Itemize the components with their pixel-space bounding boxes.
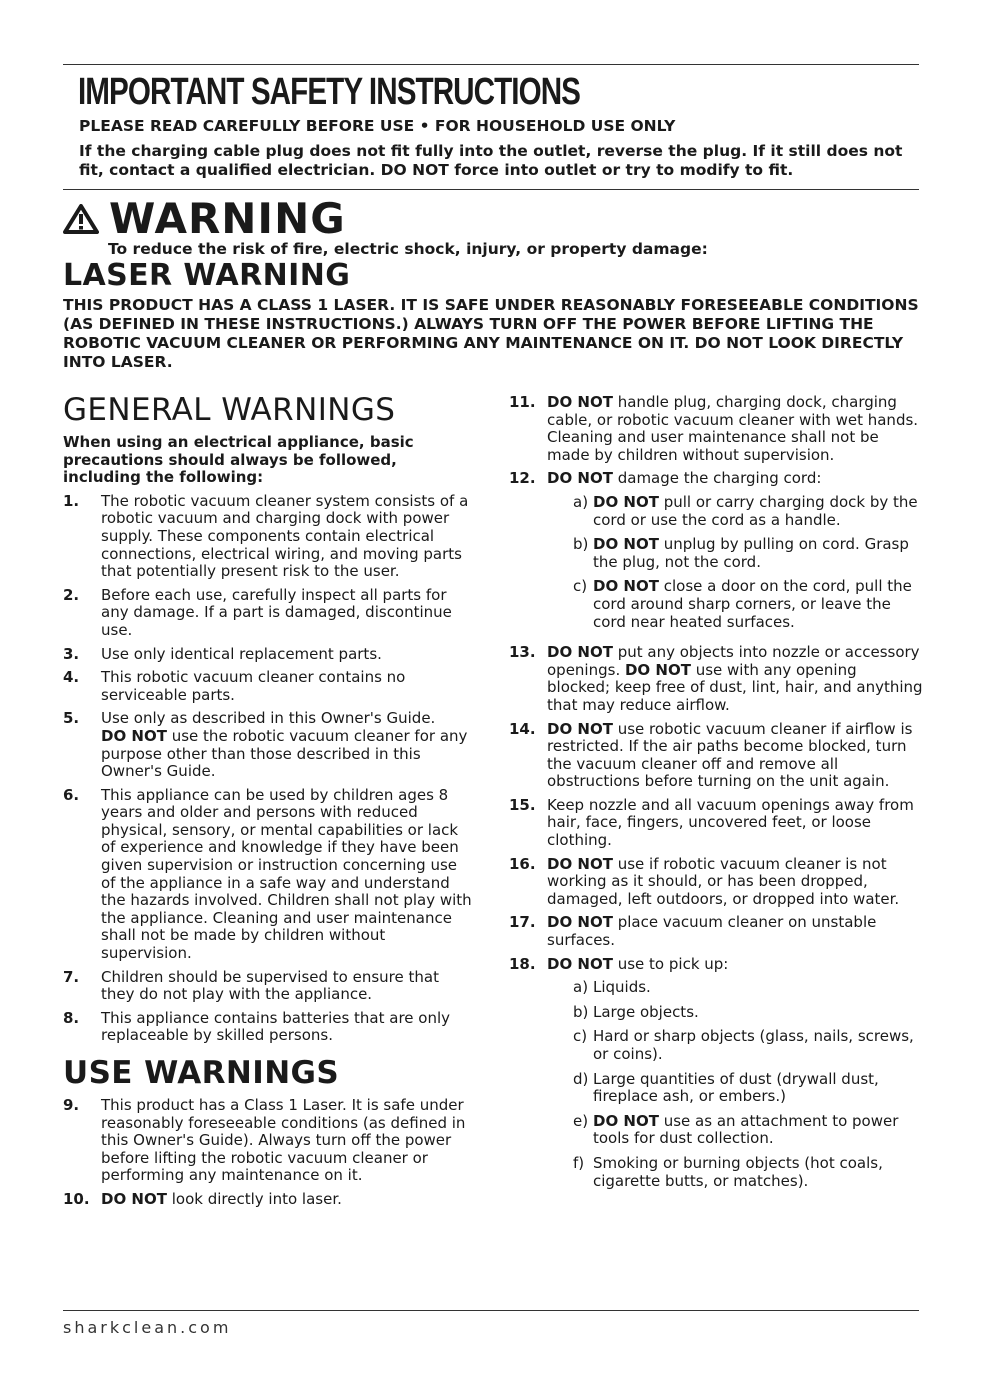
sub-text: [593, 1113, 924, 1148]
list-item: [509, 956, 924, 1198]
list-item: [63, 710, 473, 780]
item-text: [547, 470, 924, 638]
list-item: [509, 721, 924, 791]
sub-letter: f): [573, 1153, 585, 1172]
item-text: [547, 721, 924, 791]
do-not-label: DO NOT: [593, 1111, 659, 1130]
top-rule: [63, 64, 919, 65]
item-text: [547, 956, 924, 1198]
list-item: [63, 587, 473, 640]
item-number: 6.: [63, 785, 80, 804]
sub-letter: b): [573, 535, 589, 554]
item-number: 16.: [509, 854, 536, 873]
do-not-label: DO NOT: [547, 913, 613, 932]
item-number: 5.: [63, 709, 80, 728]
sub-item: [573, 1113, 924, 1148]
item-text: Children should be supervised to ensure that they do not play with the appliance.: [101, 967, 439, 1004]
do-not-label: DO NOT: [593, 577, 659, 596]
sub-letter: d): [573, 1069, 589, 1088]
list-item: [509, 856, 924, 909]
item-text: [101, 710, 473, 780]
laser-warning-text: THIS PRODUCT HAS A CLASS 1 LASER. IT IS SAFE UNDER REASONABLY FORESEEABLE CONDITIONS (AS DEFINED IN THESE INSTRUCTIONS.) ALWAYS TURN OFF THE POWER BEFORE LIFTING THE ROBOTIC VACUUM CLEANER OR PERFORMING ANY MAINTENANCE ON IT. DO NOT LOOK DIRECTLY INTO LASER.: [63, 296, 919, 371]
use-warnings-title: USE WARNINGS: [63, 1055, 340, 1091]
sub-item: [573, 1028, 924, 1063]
list-item: [63, 669, 473, 704]
list-item: [63, 1097, 473, 1185]
sub-text: [593, 494, 924, 529]
item-number: 11.: [509, 393, 536, 411]
household-use-subtitle: PLEASE READ CAREFULLY BEFORE USE • FOR HOUSEHOLD USE ONLY: [79, 117, 676, 135]
item-text: This appliance can be used by children ages 8 years and older and persons with reduced physical, sensory, or mental capabilities or lack of experience and knowledge if they have been given supervision or instruction concerning use of the appliance in a safe way and understand the hazards involved. Children shall not play with the appliance. Cleaning and user maintenance shall not be made by children without supervision.: [101, 785, 472, 963]
list-item: [509, 470, 924, 638]
do-not-label: DO NOT: [547, 854, 613, 873]
list-item: [509, 797, 924, 850]
sub-letter: c): [573, 1027, 588, 1046]
general-warnings-intro: When using an electrical appliance, basic precautions should always be followed, including the following:: [63, 433, 414, 487]
do-not-label: DO NOT: [547, 393, 613, 411]
do-not-label: DO NOT: [593, 492, 659, 511]
sub-item: [573, 536, 924, 571]
item-number: 7.: [63, 967, 80, 986]
item-number: 15.: [509, 795, 536, 814]
item-number: 1.: [63, 491, 80, 510]
general-warnings-title: GENERAL WARNINGS: [63, 392, 396, 428]
sub-item: [573, 494, 924, 529]
list-item: [63, 646, 473, 664]
sub-letter: b): [573, 1002, 589, 1021]
item-text-part: use with any opening blocked; keep free of dust, lint, hair, and anything that may reduce airflow.: [547, 660, 923, 714]
item-text: Before each use, carefully inspect all parts for any damage. If a part is damaged, discontinue use.: [101, 585, 452, 639]
item-text-part: damage the charging cord:: [612, 469, 822, 488]
item-number: 18.: [509, 954, 536, 973]
sub-item: [573, 1155, 924, 1190]
do-not-label: DO NOT: [593, 535, 659, 554]
item-text-part: place vacuum cleaner on unstable surfaces.: [547, 913, 877, 950]
sub-text: [593, 578, 924, 631]
item-text: This product has a Class 1 Laser. It is safe under reasonably foreseeable conditions (as defined in this Owner's Guide). Always turn off the power before lifting the robotic vacuum cleaner or performing any maintenance on it.: [101, 1096, 466, 1185]
warning-subtitle: To reduce the risk of fire, electric shock, injury, or property damage:: [108, 240, 708, 258]
plug-note: If the charging cable plug does not fit fully into the outlet, reverse the plug. If it still does not fit, contact a qualified electrician. DO NOT force into outlet or try to modify to fit.: [79, 142, 903, 179]
list-item: [509, 644, 924, 714]
item-text-part: use to pick up:: [612, 954, 729, 973]
warning-heading: [63, 196, 346, 242]
do-not-label: DO NOT: [101, 726, 167, 745]
do-not-label: DO NOT: [547, 643, 613, 662]
item-number: 10.: [63, 1189, 90, 1208]
right-column: [509, 394, 924, 1203]
footer-url: sharkclean.com: [63, 1318, 232, 1337]
item-text-part: Use only as described in this Owner's Guide.: [101, 709, 436, 728]
item-text: This robotic vacuum cleaner contains no serviceable parts.: [101, 668, 406, 704]
footer-rule: [63, 1310, 919, 1311]
list-item: [509, 394, 924, 464]
do-not-label: DO NOT: [547, 954, 613, 973]
list-item: [63, 1191, 473, 1209]
item-text-part: use robotic vacuum cleaner if airflow is restricted. If the air paths become blocked, turn the vacuum cleaner off and remove all obstructions before turning on the unit again.: [547, 719, 913, 791]
sub-item: [573, 578, 924, 631]
item-number: 12.: [509, 469, 536, 488]
sub-item: [573, 1071, 924, 1106]
item-text: This appliance contains batteries that are only replaceable by skilled persons.: [101, 1008, 451, 1045]
item-text: Use only identical replacement parts.: [101, 644, 382, 663]
sub-text-part: use as an attachment to power tools for dust collection.: [593, 1111, 899, 1148]
sub-text: Liquids.: [593, 978, 651, 997]
item-text-part: use if robotic vacuum cleaner is not working as it should, or has been dropped, damaged, left outdoors, or dropped into water.: [547, 854, 900, 908]
page-title: IMPORTANT SAFETY INSTRUCTIONS: [78, 71, 580, 113]
item-number: 17.: [509, 913, 536, 932]
item-text: [547, 856, 924, 909]
item-number: 13.: [509, 643, 536, 662]
sub-text-part: close a door on the cord, pull the cord around sharp corners, or leave the cord near heated surfaces.: [593, 577, 912, 631]
sub-text: Large objects.: [593, 1002, 699, 1021]
list-item: [63, 1010, 473, 1045]
do-not-label: DO NOT: [624, 660, 691, 679]
item-number: 14.: [509, 719, 536, 738]
item-number: 4.: [63, 668, 80, 687]
item-text-part: handle plug, charging dock, charging cable, or robotic vacuum cleaner with wet hands. Cleaning and user maintenance shall not be made by children without supervision.: [547, 393, 919, 464]
do-not-label: DO NOT: [547, 469, 613, 488]
sub-text-part: unplug by pulling on cord. Grasp the plug, not the cord.: [593, 535, 909, 571]
item-text: The robotic vacuum cleaner system consists of a robotic vacuum and charging dock with power supply. These components contain electrical connections, electrical wiring, and moving parts that potentially present risk to the user.: [101, 491, 469, 581]
warning-triangle-icon: [63, 204, 99, 234]
sub-list: [547, 494, 924, 631]
item-text: [101, 1191, 473, 1209]
header-bottom-rule: [63, 189, 919, 190]
laser-warning-title: LASER WARNING: [63, 258, 351, 293]
item-text-part: use the robotic vacuum cleaner for any purpose other than those described in this Owner's Guide.: [101, 726, 468, 781]
list-item: [63, 493, 473, 581]
sub-text: Smoking or burning objects (hot coals, cigarette butts, or matches).: [593, 1153, 883, 1190]
sub-text-part: pull or carry charging dock by the cord or use the cord as a handle.: [593, 492, 918, 529]
do-not-label: DO NOT: [547, 719, 613, 738]
sub-letter: e): [573, 1111, 589, 1130]
item-text: [547, 644, 924, 714]
list-item: [509, 914, 924, 949]
sub-letter: a): [573, 492, 589, 511]
item-number: 9.: [63, 1096, 80, 1114]
do-not-label: DO NOT: [101, 1189, 167, 1208]
item-number: 3.: [63, 644, 80, 663]
sub-letter: a): [573, 978, 589, 997]
sub-text: Hard or sharp objects (glass, nails, screws, or coins).: [593, 1027, 914, 1063]
item-number: 8.: [63, 1008, 80, 1027]
left-column: [63, 392, 473, 1215]
sub-text: Large quantities of dust (drywall dust, fireplace ash, or embers.): [593, 1069, 879, 1106]
item-number: 2.: [63, 585, 80, 604]
list-item: [63, 787, 473, 963]
item-text-part: look directly into laser.: [166, 1189, 342, 1208]
item-text: [547, 394, 924, 464]
sub-item: [573, 979, 924, 997]
sub-letter: c): [573, 577, 588, 596]
sub-text: [593, 536, 924, 571]
list-item: [63, 969, 473, 1004]
sub-item: [573, 1004, 924, 1022]
sub-list: [547, 979, 924, 1190]
item-text: Keep nozzle and all vacuum openings away from hair, face, fingers, uncovered feet, or loose clothing.: [547, 795, 914, 850]
item-text-part: put any objects into nozzle or accessory openings.: [547, 643, 920, 679]
item-text: [547, 914, 924, 949]
warning-title: WARNING: [109, 194, 346, 243]
